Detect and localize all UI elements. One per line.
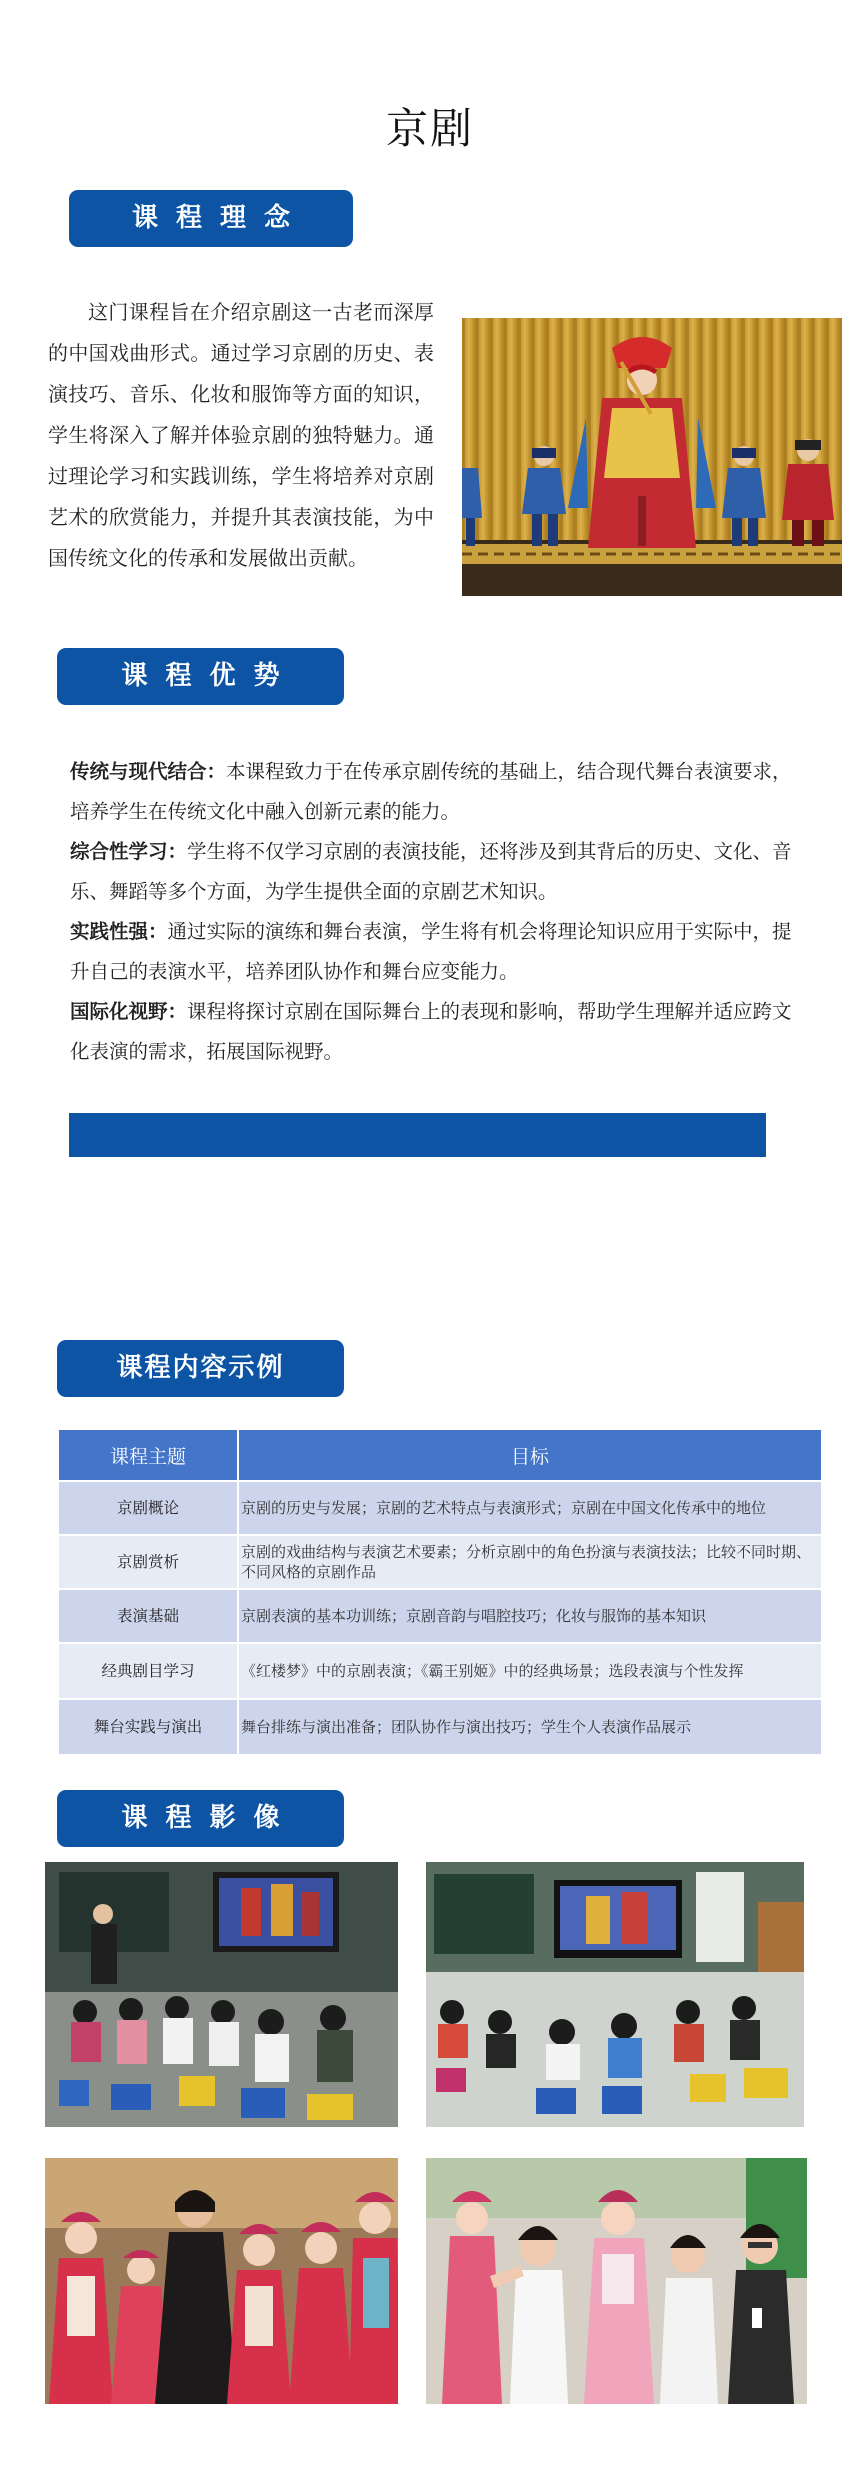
section-heading-content: 课程内容示例 (57, 1340, 344, 1397)
section-heading-advantages: 课程优势 (57, 648, 344, 705)
table-cell-topic: 京剧赏析 (58, 1535, 238, 1589)
table-row (58, 1643, 822, 1699)
page-title: 京剧 (385, 104, 474, 153)
table-cell-topic: 表演基础 (58, 1589, 238, 1643)
advantage-item (70, 832, 810, 912)
table-row (58, 1589, 822, 1643)
section-heading-gallery: 课程影像 (57, 1790, 344, 1847)
advantage-text: 课程将探讨京剧在国际舞台上的表现和影响，帮助学生理解并适应跨文化表演的需求，拓展国际视野。 (70, 1000, 792, 1063)
decorative-blue-bar (69, 1113, 766, 1157)
children-gesture-illustration (426, 2158, 807, 2404)
table-cell-goal: 《红楼梦》中的京剧表演；《霸王别姬》中的经典场景；选段表演与个性发挥 (238, 1643, 822, 1699)
classroom-tv-illustration-2 (426, 1862, 804, 2127)
table-header-topic: 课程主题 (58, 1429, 238, 1481)
table-cell-topic: 舞台实践与演出 (58, 1699, 238, 1755)
table-cell-goal: 京剧表演的基本功训练；京剧音韵与唱腔技巧；化妆与服饰的基本知识 (238, 1589, 822, 1643)
classroom-tv-photo-1 (45, 1862, 398, 2127)
advantage-item (70, 912, 810, 992)
advantage-item (70, 752, 810, 832)
table-cell-topic: 经典剧目学习 (58, 1643, 238, 1699)
advantage-title: 综合性学习： (70, 840, 188, 863)
opera-stage-illustration (462, 318, 842, 596)
table-cell-topic: 京剧概论 (58, 1481, 238, 1535)
advantage-title: 传统与现代结合： (70, 760, 227, 783)
advantage-item (70, 992, 810, 1072)
advantage-text: 通过实际的演练和舞台表演，学生将有机会将理论知识应用于实际中，提升自己的表演水平，培养团队协作和舞台应变能力。 (70, 920, 792, 983)
costume-students-photo (45, 2158, 398, 2404)
section-heading-philosophy: 课程理念 (69, 190, 353, 247)
advantage-title: 国际化视野： (70, 1000, 188, 1023)
table-header-goal: 目标 (238, 1429, 822, 1481)
course-content-table (57, 1428, 823, 1756)
table-cell-goal: 京剧的历史与发展；京剧的艺术特点与表演形式；京剧在中国文化传承中的地位 (238, 1481, 822, 1535)
advantage-title: 实践性强： (70, 920, 168, 943)
table-row (58, 1535, 822, 1589)
table-cell-goal: 京剧的戏曲结构与表演艺术要素；分析京剧中的角色扮演与表演技法；比较不同时期、不同风格的京剧作品 (238, 1535, 822, 1589)
advantages-list (70, 752, 810, 1072)
advantage-text: 学生将不仅学习京剧的表演技能，还将涉及到其背后的历史、文化、音乐、舞蹈等多个方面，为学生提供全面的京剧艺术知识。 (70, 840, 792, 903)
intro-paragraph: 这门课程旨在介绍京剧这一古老而深厚的中国戏曲形式。通过学习京剧的历史、表演技巧、音乐、化妆和服饰等方面的知识，学生将深入了解并体验京剧的独特魅力。通过理论学习和实践训练，学生将培养对京剧艺术的欣赏能力，并提升其表演技能，为中国传统文化的传承和发展做出贡献。 (48, 300, 434, 570)
table-row (58, 1481, 822, 1535)
table-header-row (58, 1429, 822, 1481)
opera-stage-photo (462, 318, 842, 596)
classroom-tv-photo-2 (426, 1862, 804, 2127)
table-row (58, 1699, 822, 1755)
classroom-tv-illustration-1 (45, 1862, 398, 2127)
advantage-text: 本课程致力于在传承京剧传统的基础上，结合现代舞台表演要求，培养学生在传统文化中融入创新元素的能力。 (70, 760, 792, 823)
children-gesture-photo (426, 2158, 807, 2404)
table-cell-goal: 舞台排练与演出准备；团队协作与演出技巧；学生个人表演作品展示 (238, 1699, 822, 1755)
costume-students-illustration (45, 2158, 398, 2404)
